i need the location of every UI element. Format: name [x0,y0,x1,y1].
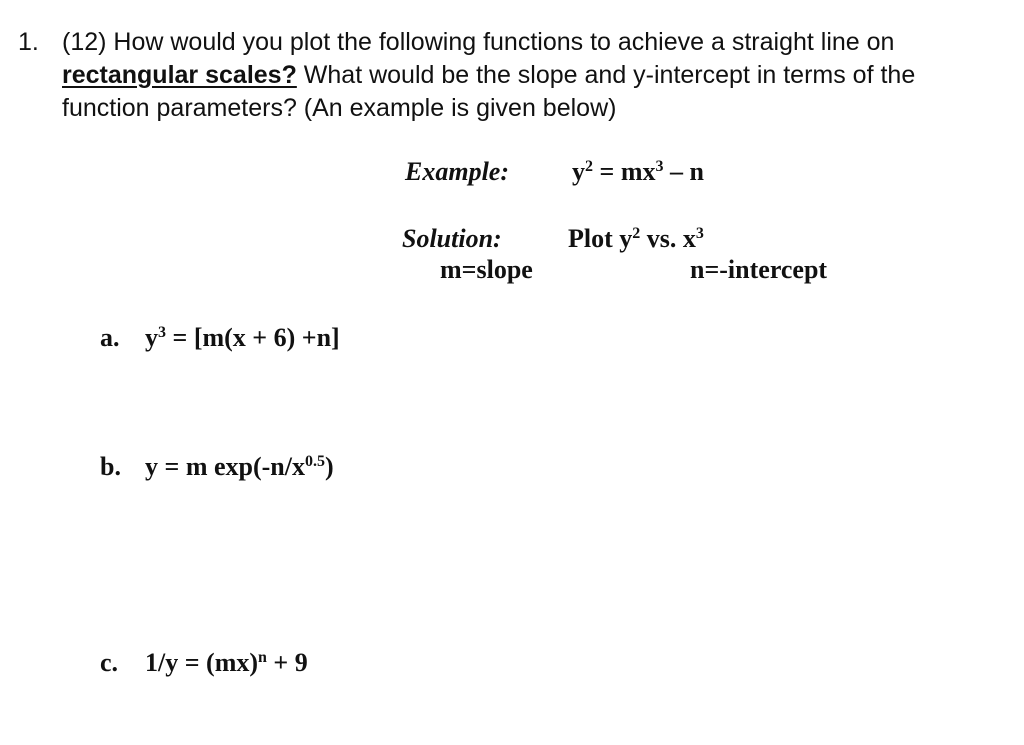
question-line-1 [62,28,894,57]
part-b-label: b. [100,452,121,481]
part-b-post: ) [324,452,334,481]
part-c-post: + 9 [266,648,308,677]
plot-exp-2: 3 [695,225,704,242]
part-a-pre: y [145,323,158,352]
eq-base: y [572,157,585,186]
solution-label: Solution: [402,224,502,253]
part-c-label: c. [100,648,119,677]
eq-mid: = mx [593,157,656,186]
part-c-equation [145,648,308,678]
eq-exp-1: 2 [585,158,593,175]
part-a-equation [145,323,340,353]
part-c-pre: 1/y = (mx) [145,648,259,677]
question-line-2 [62,61,915,90]
solution-plot [568,224,704,254]
part-a-exp: 3 [158,324,166,341]
question-number: 1. [18,28,39,56]
part-c-exp: n [258,649,267,666]
solution-intercept: n=-intercept [690,255,828,284]
part-b-exp: 0.5 [304,453,325,470]
eq-exp-2: 3 [655,158,664,175]
plot-exp-1: 2 [632,225,641,242]
underlined-phrase: rectangular scales? [62,61,297,89]
example-label: Example: [405,157,509,186]
part-b-equation [145,452,334,482]
question-text-1: How would you plot the following functions to achieve a straight line on [113,28,895,56]
plot-a: Plot y [568,224,633,253]
question-line-3: function parameters? (An example is given below) [62,94,617,122]
question-text-2: What would be the slope and y-intercept in terms of the [296,61,916,89]
example-equation [572,157,704,187]
points: (12) [62,28,107,56]
part-a-label: a. [100,323,120,352]
solution-slope: m=slope [440,255,533,284]
plot-b: vs. x [640,224,696,253]
part-a-post: = [m(x + 6) +n] [166,323,340,352]
eq-tail: – n [663,157,704,186]
part-b-pre: y = m exp(-n/x [145,452,305,481]
